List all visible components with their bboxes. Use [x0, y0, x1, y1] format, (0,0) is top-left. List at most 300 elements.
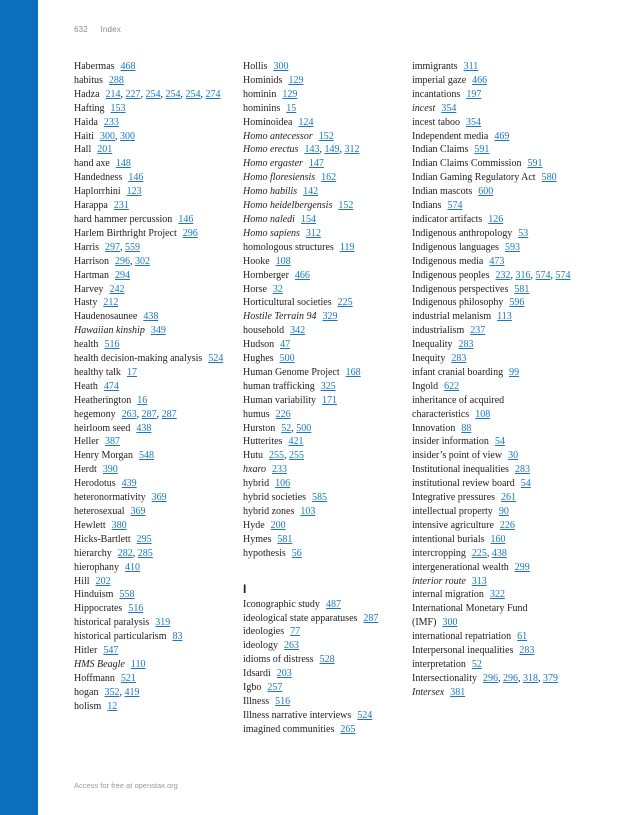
- page-references: [321, 172, 336, 183]
- page-link[interactable]: 369: [151, 492, 167, 504]
- page-references: [280, 339, 290, 350]
- page-link[interactable]: 16: [137, 394, 148, 406]
- page-references: [275, 478, 290, 489]
- index-entry: [412, 672, 572, 686]
- page-link[interactable]: 390: [102, 464, 118, 476]
- page-references: [298, 117, 313, 128]
- page-link[interactable]: 233: [271, 464, 287, 476]
- index-term: Hutterites: [243, 436, 283, 448]
- page-link[interactable]: 143: [304, 144, 320, 156]
- page-references: [105, 436, 120, 447]
- page-link[interactable]: 17: [126, 366, 137, 378]
- index-term: Hutu: [243, 450, 263, 462]
- page-link[interactable]: 516: [104, 339, 120, 351]
- page-references: [128, 603, 143, 614]
- page-link[interactable]: 548: [138, 450, 154, 462]
- page-link[interactable]: 83: [172, 631, 183, 643]
- index-entry: [74, 477, 234, 491]
- page-link[interactable]: 88: [461, 422, 472, 434]
- page-link[interactable]: 521: [120, 672, 136, 684]
- page-references: [114, 200, 129, 211]
- index-term: household: [243, 325, 285, 337]
- page-link[interactable]: 197: [466, 88, 482, 100]
- index-term: ideological state apparatuses: [243, 612, 358, 624]
- page-link[interactable]: 52: [471, 658, 482, 670]
- page-references: [137, 534, 152, 545]
- page-references: [441, 103, 456, 114]
- index-term: Homo antecessor: [243, 130, 313, 142]
- side-color-bar: [0, 0, 38, 815]
- page-link[interactable]: 99: [509, 366, 520, 378]
- page-link[interactable]: 171: [322, 394, 338, 406]
- page-link[interactable]: 225: [471, 547, 487, 559]
- page-link[interactable]: 325: [320, 380, 336, 392]
- page-link[interactable]: 469: [494, 130, 510, 142]
- page-link[interactable]: 354: [466, 116, 482, 128]
- page-references: [96, 576, 111, 587]
- page-references: [322, 395, 337, 406]
- page-link[interactable]: 528: [319, 654, 335, 666]
- index-entry: [412, 477, 572, 491]
- page-link[interactable]: 214: [105, 88, 121, 100]
- index-term: Hitler: [74, 645, 98, 657]
- page-link[interactable]: 466: [294, 269, 310, 281]
- page-link[interactable]: 263: [284, 640, 299, 652]
- page-link[interactable]: 77: [290, 626, 301, 638]
- page-link[interactable]: 302: [135, 255, 150, 267]
- page-references: 225, 438: [471, 547, 507, 559]
- index-term: healthy talk: [74, 366, 121, 378]
- page-link[interactable]: 468: [120, 61, 136, 72]
- page-link[interactable]: 591: [527, 158, 543, 170]
- index-entry: [74, 561, 234, 575]
- page-link[interactable]: 299: [514, 561, 530, 573]
- page-link[interactable]: 90: [498, 506, 509, 517]
- page-link[interactable]: 129: [282, 88, 298, 100]
- page-references: [519, 645, 534, 656]
- page-link[interactable]: 559: [125, 241, 140, 253]
- index-term: Integrative pressures: [412, 492, 496, 504]
- page-references: [121, 673, 136, 684]
- index-entry: [243, 723, 403, 737]
- page-link[interactable]: 319: [155, 617, 171, 629]
- index-term: hybrid societies: [243, 492, 307, 504]
- page-references: [125, 562, 140, 573]
- page-link[interactable]: 200: [270, 519, 286, 531]
- page-link[interactable]: 108: [275, 255, 291, 267]
- page-link[interactable]: 581: [514, 283, 530, 295]
- page-link[interactable]: 524: [357, 709, 373, 721]
- page-link[interactable]: 593: [504, 241, 520, 253]
- page-link[interactable]: 283: [458, 339, 474, 351]
- page-references: [271, 520, 286, 531]
- index-entry: [74, 241, 234, 255]
- page-link[interactable]: 242: [109, 283, 125, 295]
- page-link[interactable]: 352: [104, 686, 120, 698]
- page-link[interactable]: 103: [300, 506, 316, 517]
- index-entry: [74, 102, 234, 116]
- page-link[interactable]: 287: [363, 612, 379, 624]
- index-entry: [412, 686, 572, 700]
- page-references: [489, 256, 504, 267]
- index-term: Haplorrhini: [74, 186, 121, 198]
- index-entry: [412, 561, 572, 575]
- page-link[interactable]: 438: [136, 422, 152, 434]
- page-link[interactable]: 311: [463, 61, 479, 72]
- index-term: Herdt: [74, 464, 97, 476]
- page-link[interactable]: 255: [289, 450, 304, 462]
- page-link[interactable]: 225: [337, 297, 353, 309]
- page-references: [272, 464, 287, 475]
- index-entry: [243, 143, 403, 157]
- page-link[interactable]: 53: [518, 227, 529, 239]
- page-link[interactable]: 500: [279, 353, 295, 365]
- page-references: 263, 287, 287: [121, 408, 177, 420]
- index-term: intergenerational wealth: [412, 561, 509, 573]
- page-references: [273, 284, 283, 295]
- page-link[interactable]: 329: [322, 311, 338, 323]
- page-references: [320, 654, 335, 665]
- page-references: [178, 214, 193, 225]
- page-link[interactable]: 581: [277, 533, 293, 545]
- page-link[interactable]: 231: [113, 200, 129, 212]
- page-link[interactable]: 487: [325, 598, 341, 610]
- index-term: Ingold: [412, 380, 439, 392]
- page-references: [273, 61, 288, 72]
- index-term: institutional review board: [412, 478, 515, 490]
- index-term: hard hammer percussion: [74, 213, 173, 225]
- index-term: imperial gaze: [412, 74, 467, 86]
- page-link[interactable]: 600: [478, 186, 494, 198]
- index-term: Harlem Birthright Project: [74, 227, 177, 239]
- page-link[interactable]: 274: [205, 88, 221, 100]
- index-term: Hollis: [243, 61, 268, 72]
- page-link[interactable]: 237: [470, 325, 486, 337]
- index-entry: [243, 213, 403, 227]
- index-entry: [243, 449, 403, 463]
- page-link[interactable]: 574: [535, 269, 551, 281]
- page-link[interactable]: 152: [338, 200, 354, 212]
- index-term: health: [74, 339, 99, 351]
- page-link[interactable]: 282: [117, 547, 133, 559]
- page-link[interactable]: 30: [508, 450, 519, 462]
- page-references: [321, 381, 336, 392]
- index-term: Inequity: [412, 353, 446, 365]
- page-link[interactable]: 474: [103, 380, 119, 392]
- page-references: [276, 256, 291, 267]
- page-link[interactable]: 255: [269, 450, 284, 462]
- page-references: [127, 186, 142, 197]
- index-term: historical paralysis: [74, 617, 150, 629]
- index-term: ideology: [243, 640, 278, 652]
- page-link[interactable]: 438: [143, 311, 159, 323]
- page-references: 296, 296, 318, 379: [482, 672, 558, 684]
- index-entry: [412, 283, 572, 297]
- page-link[interactable]: 547: [103, 645, 119, 657]
- page-link[interactable]: 295: [136, 533, 152, 545]
- page-link[interactable]: 254: [185, 88, 201, 100]
- page-link[interactable]: 152: [318, 130, 334, 142]
- page-link[interactable]: 257: [267, 682, 283, 694]
- index-term: incantations: [412, 88, 461, 100]
- page-link[interactable]: 516: [128, 603, 144, 615]
- page-link[interactable]: 419: [124, 686, 140, 698]
- page-link[interactable]: 342: [290, 325, 306, 337]
- page-references: 232, 316, 574, 574: [495, 269, 571, 281]
- page-link[interactable]: 369: [130, 506, 146, 517]
- index-term: intensive agriculture: [412, 519, 494, 531]
- page-link[interactable]: 154: [300, 213, 316, 225]
- index-entry: [412, 102, 572, 116]
- page-link[interactable]: 354: [441, 102, 457, 114]
- page-link[interactable]: 585: [312, 492, 328, 504]
- page-references: [112, 520, 127, 531]
- page-link[interactable]: 300: [273, 61, 289, 72]
- page-link[interactable]: 129: [288, 74, 304, 86]
- page-link[interactable]: 160: [490, 533, 506, 545]
- page-references: [288, 436, 303, 447]
- index-entry: [243, 102, 403, 116]
- index-entry: [412, 269, 572, 283]
- page-link[interactable]: 439: [121, 478, 137, 490]
- page-link[interactable]: 316: [515, 269, 531, 281]
- page-references: [521, 478, 531, 489]
- index-entry: [74, 60, 234, 74]
- page-link[interactable]: 312: [305, 227, 321, 239]
- index-entry: [74, 310, 234, 324]
- index-entry: [243, 116, 403, 130]
- page-link[interactable]: 296: [502, 672, 518, 684]
- page-link[interactable]: 288: [108, 74, 124, 86]
- page-link[interactable]: 322: [489, 589, 505, 601]
- index-entry: [243, 241, 403, 255]
- page-link[interactable]: 153: [110, 102, 126, 114]
- index-term: Hooke: [243, 255, 270, 267]
- page-link[interactable]: 110: [130, 658, 146, 670]
- page-link[interactable]: 54: [494, 436, 505, 448]
- index-entry: [74, 130, 234, 144]
- page-link[interactable]: 349: [150, 325, 166, 337]
- index-entry: [243, 422, 403, 436]
- page-references: [472, 75, 487, 86]
- page-references: [464, 61, 479, 72]
- page-link[interactable]: 142: [303, 186, 319, 198]
- index-term: Habermas: [74, 61, 115, 72]
- page-references: [172, 631, 182, 642]
- page-link[interactable]: 263: [121, 408, 137, 420]
- index-term: hogan: [74, 686, 99, 698]
- page-link[interactable]: 15: [286, 102, 297, 114]
- page-link[interactable]: 296: [182, 227, 198, 239]
- page-link[interactable]: 12: [107, 700, 118, 712]
- page-references: [478, 186, 493, 197]
- index-entry: [412, 241, 572, 255]
- index-entry: [243, 477, 403, 491]
- page-link[interactable]: 516: [275, 695, 291, 707]
- page-link[interactable]: 52: [281, 422, 292, 434]
- index-column-3: [412, 60, 572, 700]
- page-link[interactable]: 203: [276, 668, 292, 680]
- page-link[interactable]: 622: [444, 380, 460, 392]
- page-link[interactable]: 265: [340, 723, 356, 735]
- page-link[interactable]: 591: [474, 144, 490, 156]
- page-link[interactable]: 201: [97, 144, 113, 156]
- page-link[interactable]: 146: [128, 172, 144, 184]
- index-entry: [74, 171, 234, 185]
- index-entry: [74, 644, 234, 658]
- page-link[interactable]: 126: [488, 213, 504, 225]
- page-link[interactable]: 113: [497, 311, 512, 323]
- index-entry: [74, 588, 234, 602]
- page-link[interactable]: 148: [115, 158, 131, 170]
- page-references: [474, 144, 489, 155]
- page-link[interactable]: 227: [125, 88, 141, 100]
- index-term: infant cranial boarding: [412, 366, 504, 378]
- page-references: [121, 61, 136, 72]
- page-link[interactable]: 162: [321, 172, 337, 184]
- index-entry: [412, 143, 572, 157]
- index-term: Indigenous peoples: [412, 269, 490, 281]
- index-term: Idsardi: [243, 668, 271, 680]
- page-references: [499, 506, 509, 517]
- index-term: hxaro: [243, 464, 266, 476]
- page-references: [508, 450, 518, 461]
- page-references: [346, 367, 361, 378]
- page-references: [470, 325, 485, 336]
- index-term: immigrants: [412, 61, 458, 72]
- page-link[interactable]: 300: [442, 617, 458, 629]
- page-link[interactable]: 574: [555, 269, 571, 281]
- page-link[interactable]: 380: [111, 519, 127, 531]
- page-link[interactable]: 108: [475, 408, 491, 420]
- page-references: [444, 381, 459, 392]
- page-link[interactable]: 300: [100, 130, 115, 142]
- page-link[interactable]: 296: [482, 672, 498, 684]
- page-link[interactable]: 574: [447, 200, 463, 212]
- section-title: Index: [100, 25, 121, 34]
- index-term: Homo erectus: [243, 144, 299, 156]
- page-link[interactable]: 61: [517, 631, 528, 643]
- page-references: [286, 103, 296, 114]
- index-term: habitus: [74, 74, 103, 86]
- page-link[interactable]: 297: [105, 241, 120, 253]
- page-link[interactable]: 313: [471, 575, 487, 587]
- index-entry: [74, 575, 234, 589]
- page-link[interactable]: 146: [178, 213, 194, 225]
- index-entry: [74, 672, 234, 686]
- page-link[interactable]: 466: [472, 74, 488, 86]
- index-entry: [74, 505, 234, 519]
- page-link[interactable]: 32: [272, 283, 283, 295]
- index-term: Hornberger: [243, 269, 289, 281]
- page-link[interactable]: 596: [509, 297, 525, 309]
- index-entry: [243, 394, 403, 408]
- index-term: incest: [412, 102, 436, 114]
- index-entry: [243, 338, 403, 352]
- page-link[interactable]: 226: [275, 408, 291, 420]
- page-link[interactable]: 56: [291, 547, 302, 559]
- page-link[interactable]: 123: [126, 186, 142, 198]
- page-link[interactable]: 285: [137, 547, 153, 559]
- index-entry: [243, 269, 403, 283]
- page-link[interactable]: 300: [120, 130, 135, 142]
- page-link[interactable]: 294: [115, 269, 130, 281]
- page-link[interactable]: 54: [520, 478, 531, 490]
- index-section-heading: I: [243, 581, 247, 596]
- index-entry: [74, 394, 234, 408]
- index-term: HMS Beagle: [74, 658, 125, 670]
- page-references: [115, 270, 130, 281]
- page-link[interactable]: 233: [103, 116, 119, 128]
- page-references: [309, 158, 324, 169]
- page-references: [363, 613, 378, 624]
- page-link[interactable]: 287: [141, 408, 157, 420]
- index-entry: [74, 366, 234, 380]
- page-link[interactable]: 119: [339, 241, 355, 253]
- page-link[interactable]: 500: [296, 422, 312, 434]
- index-entry: [74, 296, 234, 310]
- page-link[interactable]: 410: [125, 561, 140, 573]
- page-link[interactable]: 296: [115, 255, 130, 267]
- page-link[interactable]: 168: [345, 366, 361, 378]
- page-link[interactable]: 283: [514, 464, 530, 476]
- index-entry: [243, 352, 403, 366]
- page-link[interactable]: 106: [275, 478, 291, 490]
- page-link[interactable]: 287: [161, 408, 177, 420]
- page-link[interactable]: 149: [324, 144, 340, 156]
- page-link[interactable]: 473: [489, 255, 505, 267]
- index-term: health decision-making analysis: [74, 353, 203, 365]
- index-term: Horse: [243, 283, 267, 295]
- page-references: [301, 214, 316, 225]
- page-link[interactable]: 261: [501, 492, 517, 504]
- page-link[interactable]: 438: [491, 547, 507, 559]
- page-link[interactable]: 226: [499, 519, 515, 531]
- index-term: Henry Morgan: [74, 450, 133, 462]
- page-link[interactable]: 232: [495, 269, 511, 281]
- page-link[interactable]: 212: [103, 297, 119, 309]
- page-link[interactable]: 524: [208, 353, 224, 365]
- page-link[interactable]: 421: [288, 436, 304, 448]
- page-link[interactable]: 381: [450, 686, 466, 698]
- page-link[interactable]: 283: [451, 353, 467, 365]
- index-term: Illness narrative interviews: [243, 709, 352, 721]
- index-entry: [412, 519, 572, 533]
- index-term: indicator artifacts: [412, 213, 483, 225]
- page-link[interactable]: 379: [542, 672, 558, 684]
- page-link[interactable]: 147: [308, 158, 324, 170]
- page-link[interactable]: 254: [165, 88, 181, 100]
- page-link[interactable]: 254: [145, 88, 161, 100]
- page-link[interactable]: 558: [119, 589, 135, 601]
- page-link[interactable]: 47: [280, 339, 291, 351]
- index-entry: [74, 463, 234, 477]
- index-term: Interpersonal inequalities: [412, 645, 514, 657]
- index-term: insider information: [412, 436, 489, 448]
- index-entry: [74, 352, 234, 366]
- page-link[interactable]: 312: [344, 144, 360, 156]
- index-term: Intersex: [412, 686, 445, 698]
- index-entry: [74, 227, 234, 241]
- page-link[interactable]: 202: [95, 575, 111, 587]
- page-link[interactable]: 580: [541, 172, 557, 184]
- page-link[interactable]: 387: [105, 436, 120, 448]
- page-references: [111, 103, 126, 114]
- page-references: [97, 144, 112, 155]
- page-link[interactable]: 283: [519, 645, 535, 657]
- page-link[interactable]: 124: [298, 116, 314, 128]
- page-link[interactable]: 318: [522, 672, 538, 684]
